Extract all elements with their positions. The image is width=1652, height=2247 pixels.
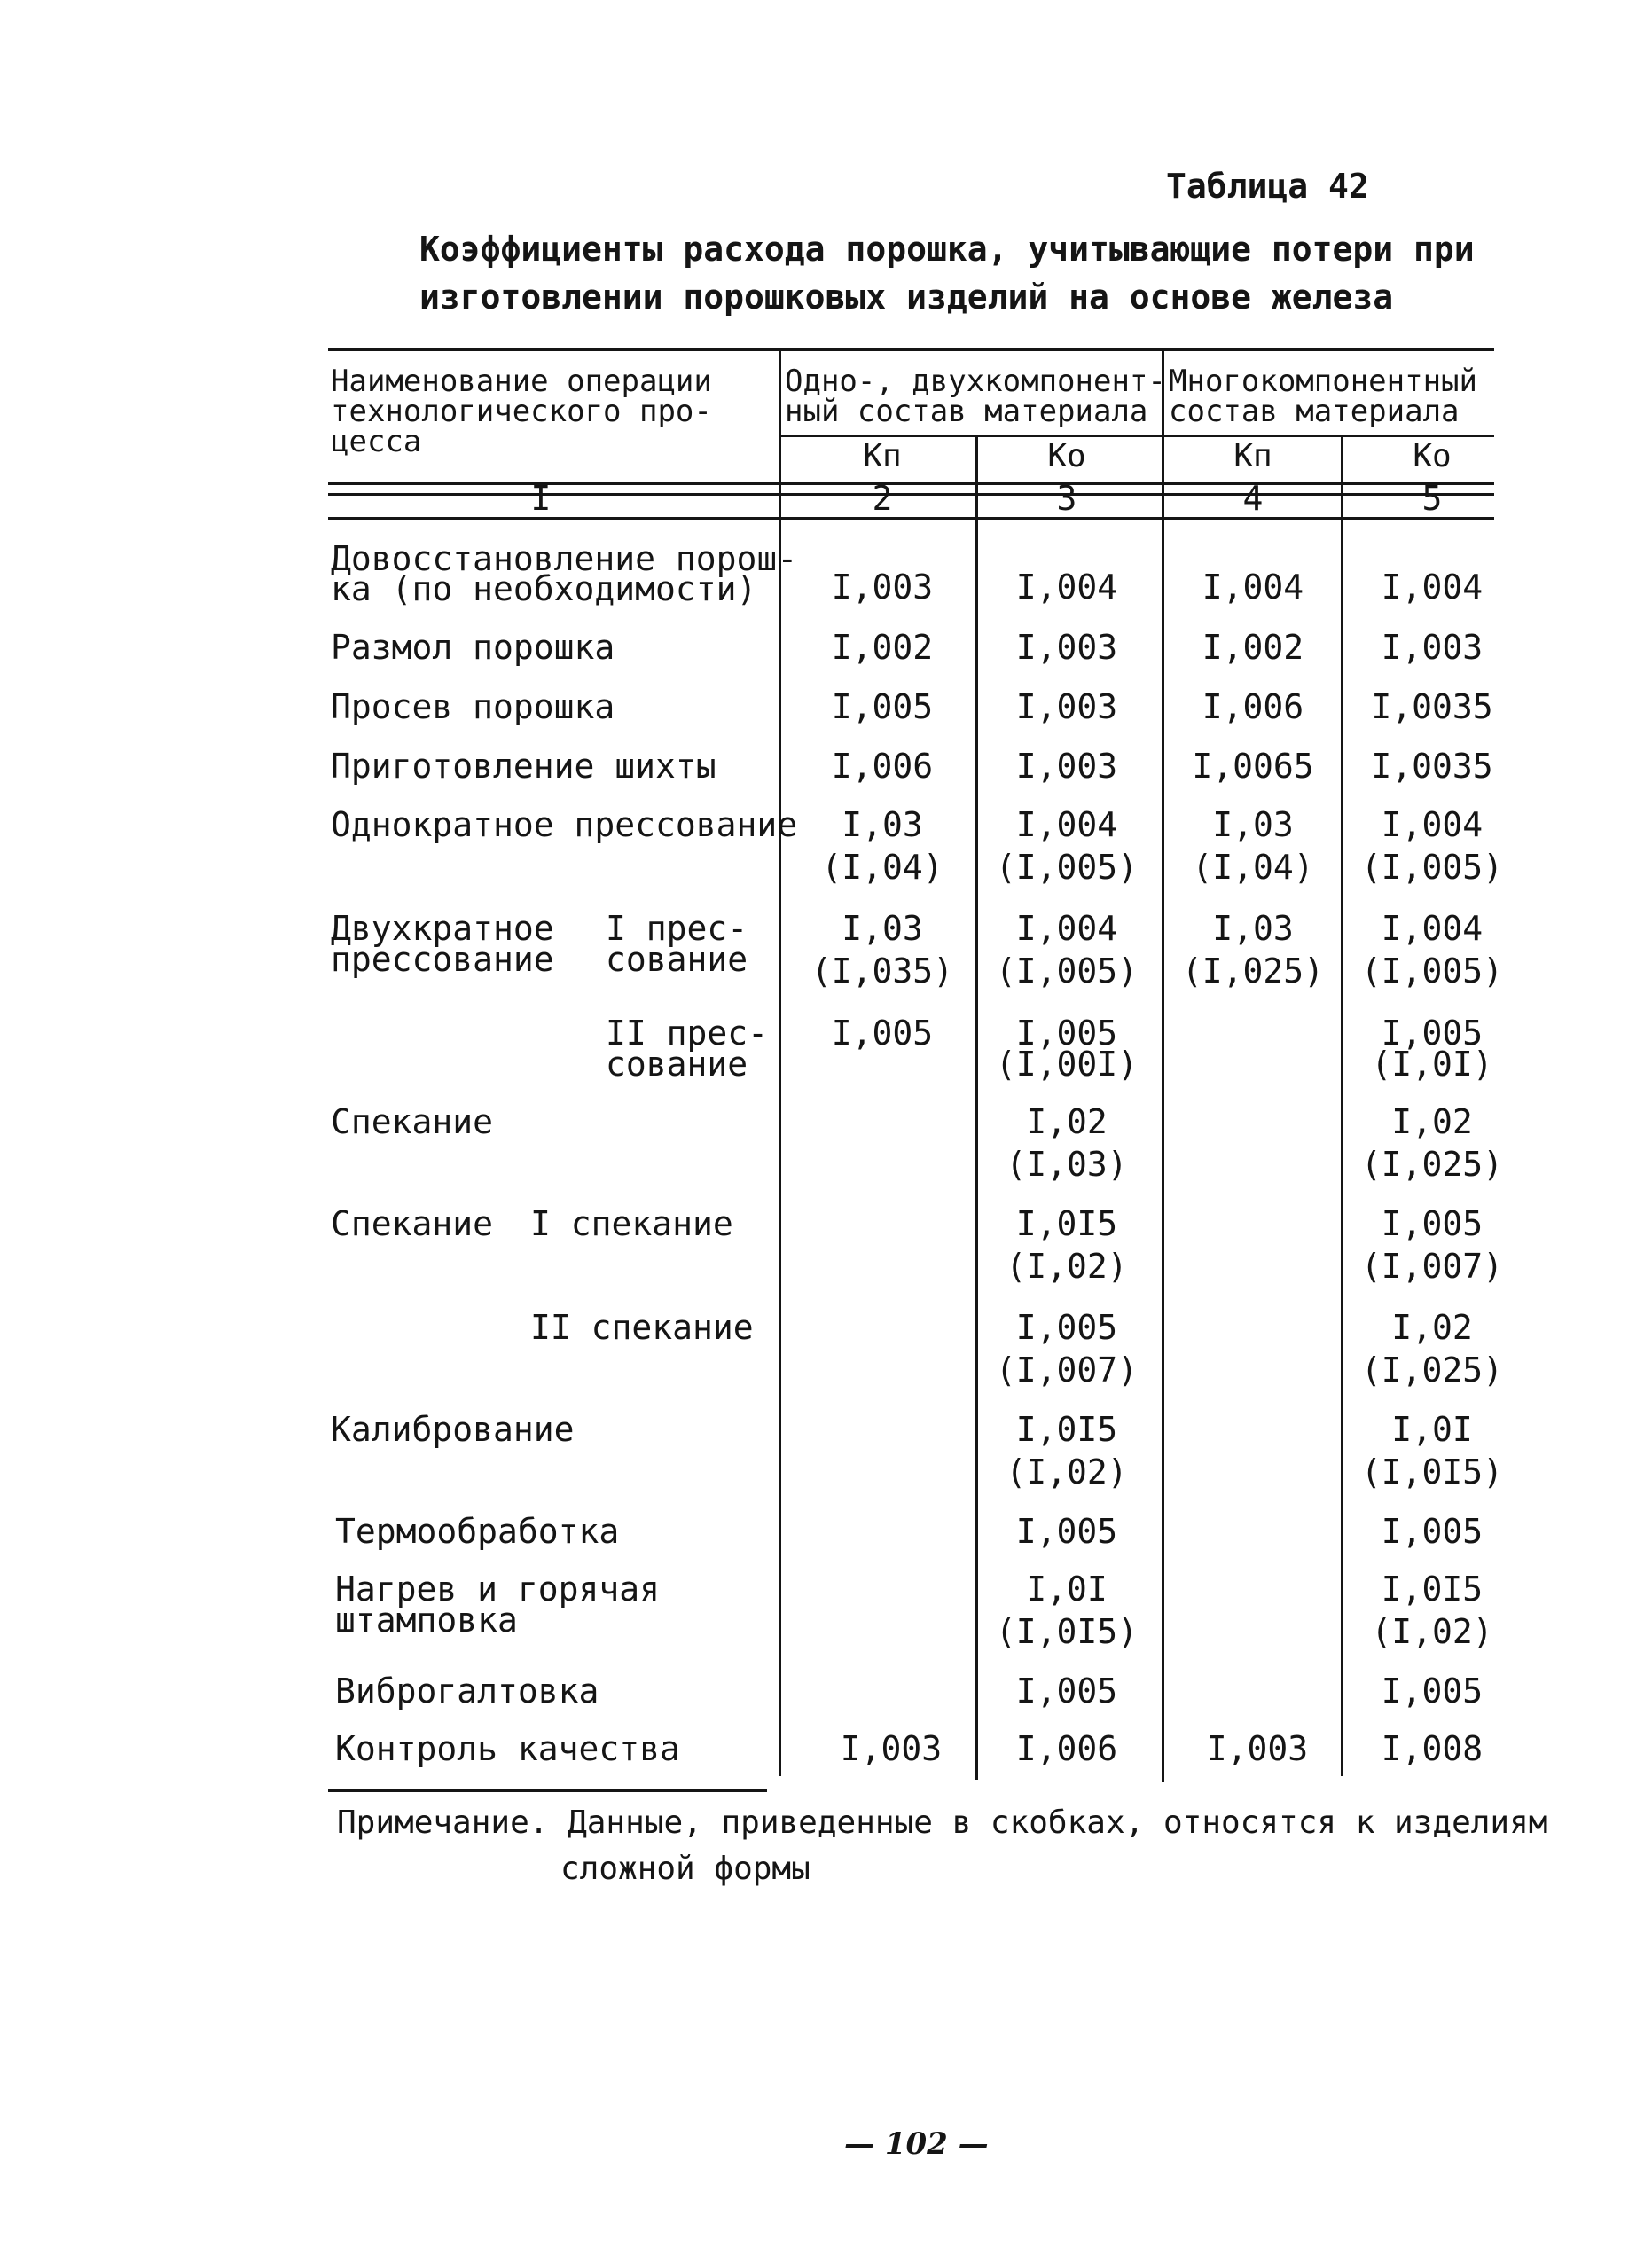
cell-ko2: I,004 [1381,805,1484,844]
cell-ko2: I,02 [1391,1308,1473,1347]
header-group2-line1: Многокомпонентный [1169,364,1477,399]
cell-kp1: I,005 [831,1014,934,1053]
header-operation-line2: технологического про- [331,394,712,429]
row-label-line2: штамповка [335,1601,518,1640]
table-title-line2: изготовлении порошковых изделий на основе железа [419,278,1394,317]
column-number-2: 2 [872,479,893,518]
cell-kp1: I,003 [840,1729,943,1768]
row-label: Размол порошка [331,628,615,667]
cell-ko2: I,008 [1381,1729,1484,1768]
cell-ko2-complex: (I,007) [1360,1247,1504,1286]
header-kp-2: Кп [1233,438,1272,474]
row-label: Калибрование [331,1410,575,1449]
row-label: Спекание [331,1204,494,1243]
cell-ko1-complex: (I,005) [995,848,1139,887]
cell-kp2-complex: (I,04) [1192,848,1314,887]
cell-ko1: I,004 [1015,909,1118,948]
row-label-line1: Двухкратное [331,909,554,948]
cell-ko2-complex: (I,02) [1371,1612,1493,1651]
column-number-3: 3 [1056,479,1077,518]
cell-ko1-complex: (I,03) [1006,1145,1128,1184]
cell-ko1-complex: (I,005) [995,951,1139,990]
cell-ko1: I,02 [1026,1102,1108,1141]
cell-ko1: I,005 [1015,1308,1118,1347]
cell-kp1: I,003 [831,568,934,607]
cell-ko1-complex: (I,00I) [995,1045,1139,1084]
cell-ko1: I,004 [1015,568,1118,607]
cell-ko2: I,005 [1381,1204,1484,1243]
header-operation-line1: Наименование операции [331,364,712,399]
cell-ko2-complex: (I,0I) [1371,1045,1493,1084]
header-ko-2: Ко [1413,438,1452,474]
cell-ko1: I,003 [1015,687,1118,726]
header-group1-line1: Одно-, двухкомпонент- [785,364,1166,399]
header-kp-1: Кп [863,438,902,474]
row-label: Просев порошка [331,687,615,726]
cell-kp1: I,006 [831,747,934,786]
cell-kp2: I,0065 [1192,747,1314,786]
cell-kp2: I,006 [1202,687,1304,726]
row-label-line1: Нагрев и горячая [335,1570,661,1609]
cell-ko1-complex: (I,007) [995,1351,1139,1390]
cell-kp2: I,03 [1212,909,1294,948]
cell-ko2-complex: (I,025) [1360,1145,1504,1184]
cell-ko1: I,0I5 [1015,1410,1118,1449]
cell-ko2: I,0035 [1371,747,1493,786]
table-note-line2: сложной формы [560,1851,810,1887]
cell-ko2-complex: (I,005) [1360,951,1504,990]
cell-ko1: I,005 [1015,1512,1118,1551]
cell-ko2: I,004 [1381,568,1484,607]
header-ko-1: Ко [1047,438,1086,474]
table-note-line1: Примечание. Данные, приведенные в скобках, относятся к изделиям [337,1805,1548,1841]
table-title-line1: Коэффициенты расхода порошка, учитывающие потери при [419,230,1475,269]
row-sublabel: I спекание [530,1204,733,1243]
cell-ko1: I,004 [1015,805,1118,844]
cell-ko2: I,005 [1381,1672,1484,1711]
header-group-rule [780,435,1494,437]
cell-kp1: I,005 [831,687,934,726]
cell-ko2-complex: (I,025) [1360,1351,1504,1390]
row-sublabel-line1: II прес- [606,1014,769,1053]
table-number: Таблица 42 [1166,167,1369,206]
cell-ko1-complex: (I,02) [1006,1452,1128,1491]
header-group2-line2: состав материала [1169,394,1460,429]
row-sublabel: II спекание [530,1308,754,1347]
cell-ko2: I,004 [1381,909,1484,948]
cell-ko2: I,0035 [1371,687,1493,726]
cell-kp2: I,003 [1206,1729,1309,1768]
cell-ko2: I,0I5 [1381,1570,1484,1609]
table-top-rule [328,348,1494,351]
row-label: Приготовление шихты [331,747,716,786]
column-number-5: 5 [1421,479,1443,518]
cell-ko2: I,02 [1391,1102,1473,1141]
column-number-4: 4 [1242,479,1264,518]
cell-kp2-complex: (I,025) [1181,951,1325,990]
header-operation-line3: цесса [331,424,422,459]
row-label: Виброгалтовка [335,1672,599,1711]
page-number: — 102 — [844,2126,989,2162]
row-label-line2: прессование [331,940,554,979]
row-label: Контроль качества [335,1729,680,1768]
cell-ko2-complex: (I,0I5) [1360,1452,1504,1491]
table-bottom-rule [328,1789,767,1792]
cell-kp1: I,002 [831,628,934,667]
row-label-line2: ка (по необходимости) [331,569,757,608]
cell-ko2: I,005 [1381,1014,1484,1053]
column-number-1: I [530,479,552,518]
cell-ko1-complex: (I,0I5) [995,1612,1139,1651]
cell-ko1: I,005 [1015,1014,1118,1053]
cell-ko2: I,0I [1391,1410,1473,1449]
cell-kp1-complex: (I,04) [821,848,943,887]
row-label-line1: Довосстановление порош- [331,539,798,578]
cell-ko1: I,005 [1015,1672,1118,1711]
cell-ko1: I,0I5 [1015,1204,1118,1243]
cell-ko1: I,003 [1015,747,1118,786]
cell-kp2: I,004 [1202,568,1304,607]
row-sublabel-line1: I прес- [606,909,748,948]
cell-ko1-complex: (I,02) [1006,1247,1128,1286]
header-group1-line2: ный состав материала [785,394,1148,429]
row-label: Спекание [331,1102,494,1141]
row-sublabel-line2: сование [606,940,748,979]
cell-kp1-complex: (I,035) [810,951,954,990]
row-label: Термообработка [335,1512,620,1551]
cell-ko2-complex: (I,005) [1360,848,1504,887]
cell-kp1: I,03 [842,909,923,948]
row-sublabel-line2: сование [606,1045,748,1084]
cell-kp1: I,03 [842,805,923,844]
row-label: Однократное прессование [331,805,798,844]
cell-ko1: I,0I [1026,1570,1108,1609]
cell-ko1: I,003 [1015,628,1118,667]
cell-kp2: I,002 [1202,628,1304,667]
cell-kp2: I,03 [1212,805,1294,844]
column-divider-3 [1162,348,1164,1782]
cell-ko2: I,005 [1381,1512,1484,1551]
cell-ko2: I,003 [1381,628,1484,667]
cell-ko1: I,006 [1015,1729,1118,1768]
